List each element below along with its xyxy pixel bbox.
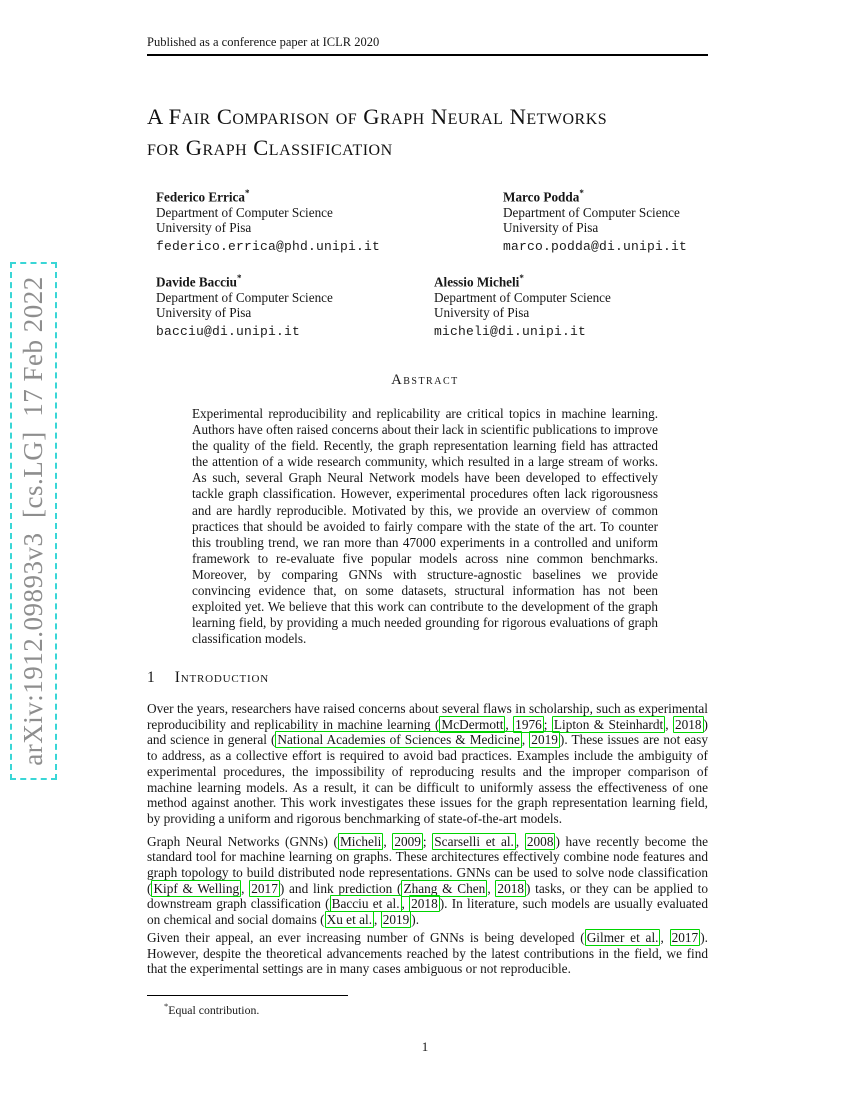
citation-link[interactable]: 2017 [251, 880, 278, 896]
introduction-body [147, 701, 708, 977]
citation-link[interactable]: 2008 [526, 833, 554, 849]
abstract-heading: Abstract [391, 372, 459, 388]
footnote [147, 1001, 708, 1018]
title-line-2: for Graph Classification [147, 135, 393, 160]
author-email[interactable]: marco.podda@di.unipi.it [503, 238, 688, 254]
author-university: University of Pisa [156, 220, 252, 236]
author-name: Davide Bacciu* [156, 273, 242, 290]
citation-link[interactable]: Zhang & Chen [403, 880, 486, 896]
citation-link[interactable]: 2018 [497, 880, 525, 896]
paper-title [147, 101, 732, 163]
author-university: University of Pisa [156, 305, 252, 321]
author-university: University of Pisa [434, 305, 530, 321]
author-name: Alessio Micheli* [434, 273, 524, 290]
header-note: Published as a conference paper at ICLR 2020 [147, 35, 380, 49]
section-title: Introduction [174, 669, 269, 686]
citation-link[interactable]: National Academies of Sciences & Medicine [277, 732, 520, 748]
equal-contribution-mark: * [236, 273, 242, 283]
author-block-errica [156, 186, 380, 254]
citation-link[interactable]: 2009 [394, 833, 421, 849]
citation-link[interactable]: McDermott [441, 716, 504, 732]
citation-link[interactable]: 2019 [531, 732, 558, 748]
citation-link[interactable]: Lipton & Steinhardt [553, 716, 664, 732]
author-name: Marco Podda* [503, 188, 584, 205]
header-rule [147, 54, 708, 56]
author-block-bacciu [156, 271, 333, 339]
citation-link[interactable]: Gilmer et al. [586, 929, 659, 945]
title-line-1: A Fair Comparison of Graph Neural Networks [147, 104, 608, 129]
abstract-text: Experimental reproducibility and replicability are critical topics in machine learning. Authors have often raised concerns about their lack in scientific publications to improve the quality of the field. Recently, the graph representation learning field has attracted the attention of a wide research community, which resulted in a large stream of works. As such, several Graph Neural Network models have been developed to effectively tackle graph classification. However, experimental procedures often lack rigorousness and are hardly reproducible. Motivated by this, we provide an overview of common practices that should be avoided to fairly compare with the state of the art. To counter this troubling trend, we ran more than 47000 experiments in a controlled and uniform framework to re-evaluate five popular models across nine common benchmarks. Moreover, by comparing GNNs with structure-agnostic baselines we provide convincing evidence that, on some datasets, structural information has not been exploited yet. We believe that this work can contribute to the development of the graph learning field, by providing a much needed grounding for rigorous evaluations of graph classification models. [192, 406, 658, 647]
equal-contribution-mark: * [244, 188, 250, 198]
citation-link[interactable]: 2019 [382, 912, 410, 928]
arxiv-watermark-box [10, 262, 57, 780]
citation-link[interactable]: Xu et al. [326, 912, 373, 928]
author-email[interactable]: bacciu@di.unipi.it [156, 323, 301, 339]
citation-link[interactable]: Scarselli et al. [434, 833, 514, 849]
footnote-text: Equal contribution. [168, 1002, 260, 1017]
author-block-micheli [434, 271, 611, 339]
author-university: University of Pisa [503, 220, 599, 236]
section-number: 1 [147, 669, 155, 686]
footnote-rule [147, 995, 348, 996]
citation-link[interactable]: 2017 [671, 929, 699, 945]
citation-link[interactable]: Kipf & Welling [153, 880, 240, 896]
citation-link[interactable]: Micheli [339, 833, 382, 849]
intro-paragraph-1: Over the years, researchers have raised concerns about several flaws in scholarship, such as experimental reproducibility and replicability in machine learning ( McDermott , 1976 ; Lipton & Steinhardt , 2018 ) and science in general ( National Academies of Sciences & Medicine , 2019 ). These issues are not easy to address, as a collective effort is required to avoid bad practices. Examples include the ambiguity of experimental procedures, the impossibility of reproducing results and the improper comparison of machine learning models. As a result, it can be difficult to uniformly assess the effectiveness of one method against another. This work investigates these issues for the graph representation learning field, by providing a uniform and rigorous benchmarking of state-of-the-art models. [147, 701, 708, 826]
intro-paragraph-3: Given their appeal, an ever increasing number of GNNs is being developed ( Gilmer et al. , 2017 ). However, despite the theoretical advancements reached by the latest contributions in the field, we find that the experimental settings are in many cases ambiguous or not reproducible. [147, 929, 708, 977]
author-department: Department of Computer Science [434, 289, 611, 305]
author-block-podda [503, 186, 687, 254]
section-heading-introduction [147, 669, 269, 687]
citation-link[interactable]: 1976 [515, 716, 542, 732]
author-email[interactable]: micheli@di.unipi.it [434, 323, 587, 339]
citation-link[interactable]: 2018 [674, 716, 702, 732]
author-name: Federico Errica* [156, 188, 250, 205]
citation-link[interactable]: 2018 [411, 896, 438, 912]
author-department: Department of Computer Science [156, 204, 333, 220]
equal-contribution-mark: * [579, 188, 584, 198]
author-department: Department of Computer Science [503, 204, 680, 220]
equal-contribution-mark: * [519, 273, 524, 283]
author-email[interactable]: federico.errica@phd.unipi.it [156, 238, 381, 254]
footnote-mark: * [164, 1001, 169, 1011]
page-number: 1 [421, 1039, 429, 1054]
author-department: Department of Computer Science [156, 289, 333, 305]
arxiv-id-text[interactable]: arXiv:1912.09893v3 [cs.LG] 17 Feb 2022 [18, 276, 48, 766]
citation-link[interactable]: Bacciu et al. [331, 896, 400, 912]
intro-paragraph-2: Graph Neural Networks (GNNs) ( Micheli , 2009 ; Scarselli et al. , 2008 ) have recently become the standard tool for machine learning on graphs. These architectures effectively combine node features and graph topology to build distributed node representations. GNNs can be used to solve node classification ( Kipf & Welling , 2017 ) and link prediction ( Zhang & Chen , 2018 ) tasks, or they can be applied to downstream graph classification ( Bacciu et al. , 2018 ). In literature, such models are usually evaluated on chemical and social domains ( Xu et al. , 2019 ). [147, 833, 709, 928]
